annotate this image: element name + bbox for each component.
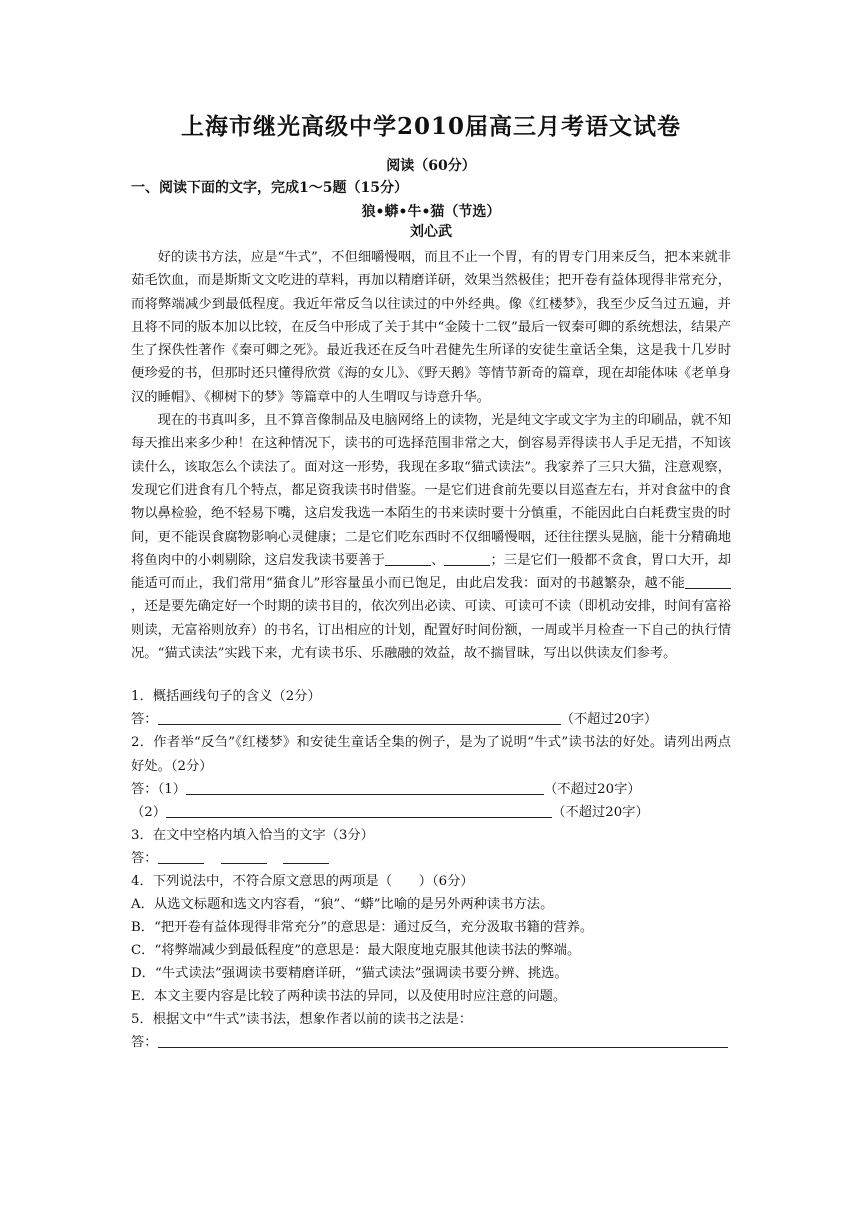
passage-paragraph-2 bbox=[131, 409, 731, 665]
passage bbox=[131, 246, 731, 665]
passage-paragraph-1: 好的读书方法，应是“牛式”，不但细嚼慢咽，而且不止一个胃，有的胃专门用来反刍，把本来就非茹毛饮血，而是斯斯文文吃进的草料，再加以精磨详研，效果当然极佳；把开卷有益体现得非常充分，而将弊端减少到最低程度。我近年常反刍以往读过的中外经典。像《红楼梦》，我至少反刍过五遍，并且将不同的版本加以比较，在反刍中形成了关于其中“金陵十二钗”最后一钗秦可卿的系统想法，结果产生了探佚性著作《秦可卿之死》。最近我还在反刍叶君健先生所译的安徒生童话全集，这是我十几岁时便珍爱的书，但那时还只懂得欣赏《海的女儿》、《野天鹅》等情节新奇的篇章，现在却能体味《老单身汉的睡帽》、《柳树下的梦》等篇章中的人生喟叹与诗意升华。 bbox=[131, 250, 731, 405]
word-limit: （不超过20字） bbox=[560, 712, 658, 728]
answer-row-5 bbox=[131, 1031, 731, 1054]
question-4: 4．下列说法中，不符合原文意思的两项是（ ）（6分） bbox=[131, 873, 474, 889]
option-e: E．本文主要内容是比较了两种读书法的异同，以及使用时应注意的问题。 bbox=[131, 988, 567, 1004]
question-2: 2．作者举“反刍”《红楼梦》和安徒生童话全集的例子，是为了说明“牛式”读书法的好处。请列出两点好处。（2分） bbox=[131, 735, 731, 774]
part-heading: 一、阅读下面的文字，完成1～5题（15分） bbox=[131, 180, 408, 196]
answer-blank[interactable] bbox=[186, 778, 544, 795]
section-title: 阅读（60分） bbox=[386, 158, 476, 174]
answer-blank[interactable] bbox=[158, 847, 204, 864]
paragraph-text: 、 bbox=[431, 552, 445, 568]
exam-page bbox=[131, 112, 731, 1054]
option-a: A．从选文标题和选文内容看，“狼”、“蟒”比喻的是另外两种读书方法。 bbox=[131, 896, 554, 912]
word-limit: （不超过20字） bbox=[552, 804, 649, 820]
answer-label: 答： bbox=[131, 850, 158, 866]
paragraph-text: ，还是要先确定好一个时期的读书目的，依次列出必读、可读、可读可不读（即机动安排，时间有富裕则读，无富裕则放弃）的书名，订出相应的计划，配置好时间份额，一周或半月检查一下自己的执行情况。“猫式读法”实践下来，尤有读书乐、乐融融的效益，故不揣冒昧，写出以供读友们参考。 bbox=[131, 599, 731, 662]
fill-blank-2[interactable] bbox=[444, 551, 490, 566]
paragraph-text: ；三是它们一般都不贪食，胃口大开，却能适可而止，我们常用“猫食儿”形容量虽小而已饱足，由此启发我：面对的书越繁杂，越不能 bbox=[131, 552, 732, 592]
option-d: D．“牛式读法”强调读书要精磨详研，“猫式读法”强调读书要分辨、挑选。 bbox=[131, 965, 568, 981]
answer-row-3 bbox=[131, 847, 731, 870]
article-author: 刘心武 bbox=[410, 224, 452, 240]
answer-row-2b bbox=[131, 801, 731, 824]
page-title: 上海市继光高级中学2010届高三月考语文试卷 bbox=[180, 113, 681, 140]
answer-blank[interactable] bbox=[166, 801, 552, 818]
option-b: B．“把开卷有益体现得非常充分”的意思是：通过反刍，充分汲取书籍的营养。 bbox=[131, 919, 594, 935]
answer-label: 答： bbox=[131, 712, 158, 728]
option-c: C．“将弊端减少到最低程度”的意思是：最大限度地克服其他读书法的弊端。 bbox=[131, 942, 581, 958]
word-limit: （不超过20字） bbox=[544, 781, 641, 797]
fill-blank-1[interactable] bbox=[385, 551, 431, 566]
answer-label: 答： bbox=[131, 1034, 158, 1050]
answer-label: 答：（1） bbox=[131, 781, 186, 797]
answer-row-2a bbox=[131, 778, 731, 801]
question-5: 5．根据文中“牛式”读书法，想象作者以前的读书之法是： bbox=[131, 1011, 473, 1027]
article-title: 狼•蟒•牛•猫（节选） bbox=[361, 204, 501, 220]
answer-row-1 bbox=[131, 708, 731, 731]
answer-blank[interactable] bbox=[158, 1031, 728, 1048]
answer-blank[interactable] bbox=[283, 847, 329, 864]
answer-blank[interactable] bbox=[158, 708, 561, 725]
question-3: 3．在文中空格内填入恰当的文字（3分） bbox=[131, 827, 374, 843]
question-1: 1．概括画线句子的含义（2分） bbox=[131, 689, 321, 705]
fill-blank-3[interactable] bbox=[685, 574, 731, 589]
answer-label: （2） bbox=[131, 804, 167, 820]
questions bbox=[131, 685, 731, 1054]
paragraph-text: 现在的书真叫多，且不算音像制品及电脑网络上的读物，光是纯文字或文字为主的印刷品，就不知每天推出来多少种！在这种情况下，读书的可选择范围非常之大，倒容易弄得读书人手足无措，不知该读什么，该取怎么个读法了。面对这一形势，我现在多取“猫式读法”。我家养了三只大猫，注意观察，发现它们进食有几个特点，都足资我读书时借鉴。一是它们进食前先要以目巡查左右，并对食盆中的食物以鼻检验，绝不轻易下嘴，这启发我选一本陌生的书来读时要十分慎重，不能因此白白耗费宝贵的时间，更不能误食腐物影响心灵健康；二是它们吃东西时不仅细嚼慢咽，还往往摆头晃脑，能十分精确地将鱼肉中的小刺剔除，这启发我读书要善于 bbox=[131, 413, 731, 568]
answer-blank[interactable] bbox=[221, 847, 267, 864]
